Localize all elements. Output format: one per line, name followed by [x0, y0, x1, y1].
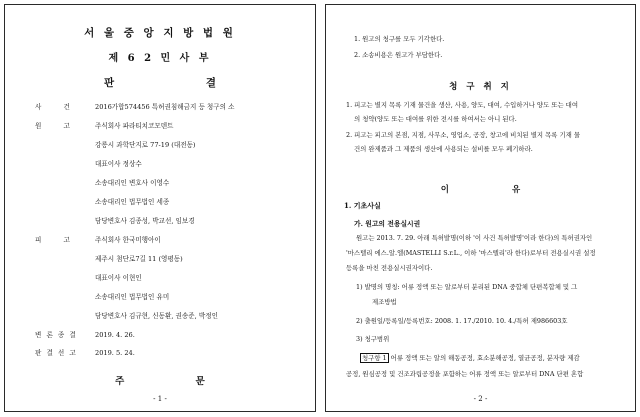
invention-name-line: 1) 발명의 명칭: 어류 정액 또는 알로부터 분리된 DNA 중합체 단편복합체 및 그 — [356, 283, 578, 291]
defendant-line: 제주시 첨단로7길 11 (영평동) — [95, 255, 183, 263]
claim-item-1-line: 의 청약(양도 또는 대여를 위한 전시를 하여서는 아니 된다. — [354, 115, 517, 123]
plaintiff-line: 대표이사 정상수 — [95, 160, 142, 168]
claim-item-2-line: 건의 완제품과 그 제품의 생산에 사용되는 설비를 모두 폐기하라. — [354, 145, 533, 153]
defendant-label: 피 고 — [35, 236, 80, 244]
body-line: 등록을 마친 전용실시권자이다. — [346, 264, 433, 272]
claim-1-line: 공정, 원심공정 및 건조과립공정을 포함하는 어류 정액 또는 알로부터 DNA 단편 혼합 — [346, 370, 584, 378]
defendant-line: 주식회사 한국미행아이 — [95, 236, 161, 244]
close-date-label: 변 론 종 결 — [35, 331, 78, 339]
page-number: - 2 - — [473, 395, 488, 403]
registration-info: 2) 출원일/등록일/등록번호: 2008. 1. 17./2010. 10. 4./특허 제986603호 — [356, 317, 568, 325]
page-number: - 1 - — [153, 395, 167, 403]
claim-item-1-line: 1. 피고는 별지 목록 기재 물건을 생산, 사용, 양도, 대여, 수입하거나 양도 또는 대여 — [346, 101, 579, 109]
defendant-line: 소송대리인 법무법인 유미 — [95, 293, 170, 301]
order-item-2: 2. 소송비용은 원고가 부담한다. — [354, 51, 443, 59]
body-line: '마스텔리 에스.알.엘(MASTELLI S.r.L., 이하 '마스텔리'라 한다)로부터 전용실시권 설정 — [346, 249, 596, 257]
defendant-line: 대표이사 이현인 — [95, 274, 142, 282]
plaintiff-line: 소송대리인 변호사 이영수 — [95, 179, 170, 187]
reason-heading: 이 유 — [440, 185, 551, 195]
page-1 — [4, 4, 316, 412]
order-item-1: 1. 원고의 청구를 모두 기각한다. — [354, 35, 445, 43]
page-2 — [325, 4, 636, 412]
plaintiff-line: 강릉시 과학단지로 77-19 (대전동) — [95, 141, 196, 149]
order-heading: 주 문 — [115, 376, 239, 387]
judgment-title: 판 결 — [104, 77, 260, 89]
claim-item-2-line: 2. 피고는 피고의 본점, 지점, 사무소, 영업소, 공장, 창고에 비치된 별지 목록 기재 물 — [346, 131, 581, 139]
ruling-date-value: 2019. 5. 24. — [95, 349, 135, 357]
court-name: 서 울 중 앙 지 방 법 원 — [84, 27, 236, 39]
claim-heading: 청 구 취 지 — [449, 82, 512, 92]
plaintiff-line: 소송대리인 법무법인 세종 — [95, 198, 170, 206]
claims-label: 3) 청구범위 — [356, 335, 390, 343]
ruling-date-label: 판 결 선 고 — [35, 349, 78, 357]
subsection-exclusive-license: 가. 원고의 전용실시권 — [354, 220, 421, 228]
close-date-value: 2019. 4. 26. — [95, 331, 135, 339]
body-line: 원고는 2013. 7. 29. 아래 특허발명(이하 '이 사건 특허발명'이라 한다)의 특허권자인 — [356, 234, 593, 242]
case-value: 2016가합574456 특허권침해금지 등 청구의 소 — [95, 103, 235, 111]
claim-1-tag: 청구항 1 — [362, 354, 387, 362]
defendant-line: 담당변호사 김규현, 신동환, 권송준, 박정인 — [95, 312, 218, 320]
claim-1-text: 어류 정액 또는 알의 해동공정, 효소분해공정, 열균공정, 분자량 제감 — [390, 354, 580, 362]
court-division: 제 6 2 민 사 부 — [108, 53, 212, 64]
invention-name-line: 제조방법 — [372, 298, 397, 306]
section-basic-facts: 1. 기초사실 — [344, 201, 381, 210]
plaintiff-label: 원 고 — [35, 122, 80, 130]
claim-1-line — [360, 354, 580, 363]
plaintiff-line: 주식회사 파라티치코모덴트 — [95, 122, 174, 130]
plaintiff-line: 담당변호사 김종성, 박교선, 임보경 — [95, 217, 195, 225]
case-label: 사 건 — [35, 103, 80, 111]
